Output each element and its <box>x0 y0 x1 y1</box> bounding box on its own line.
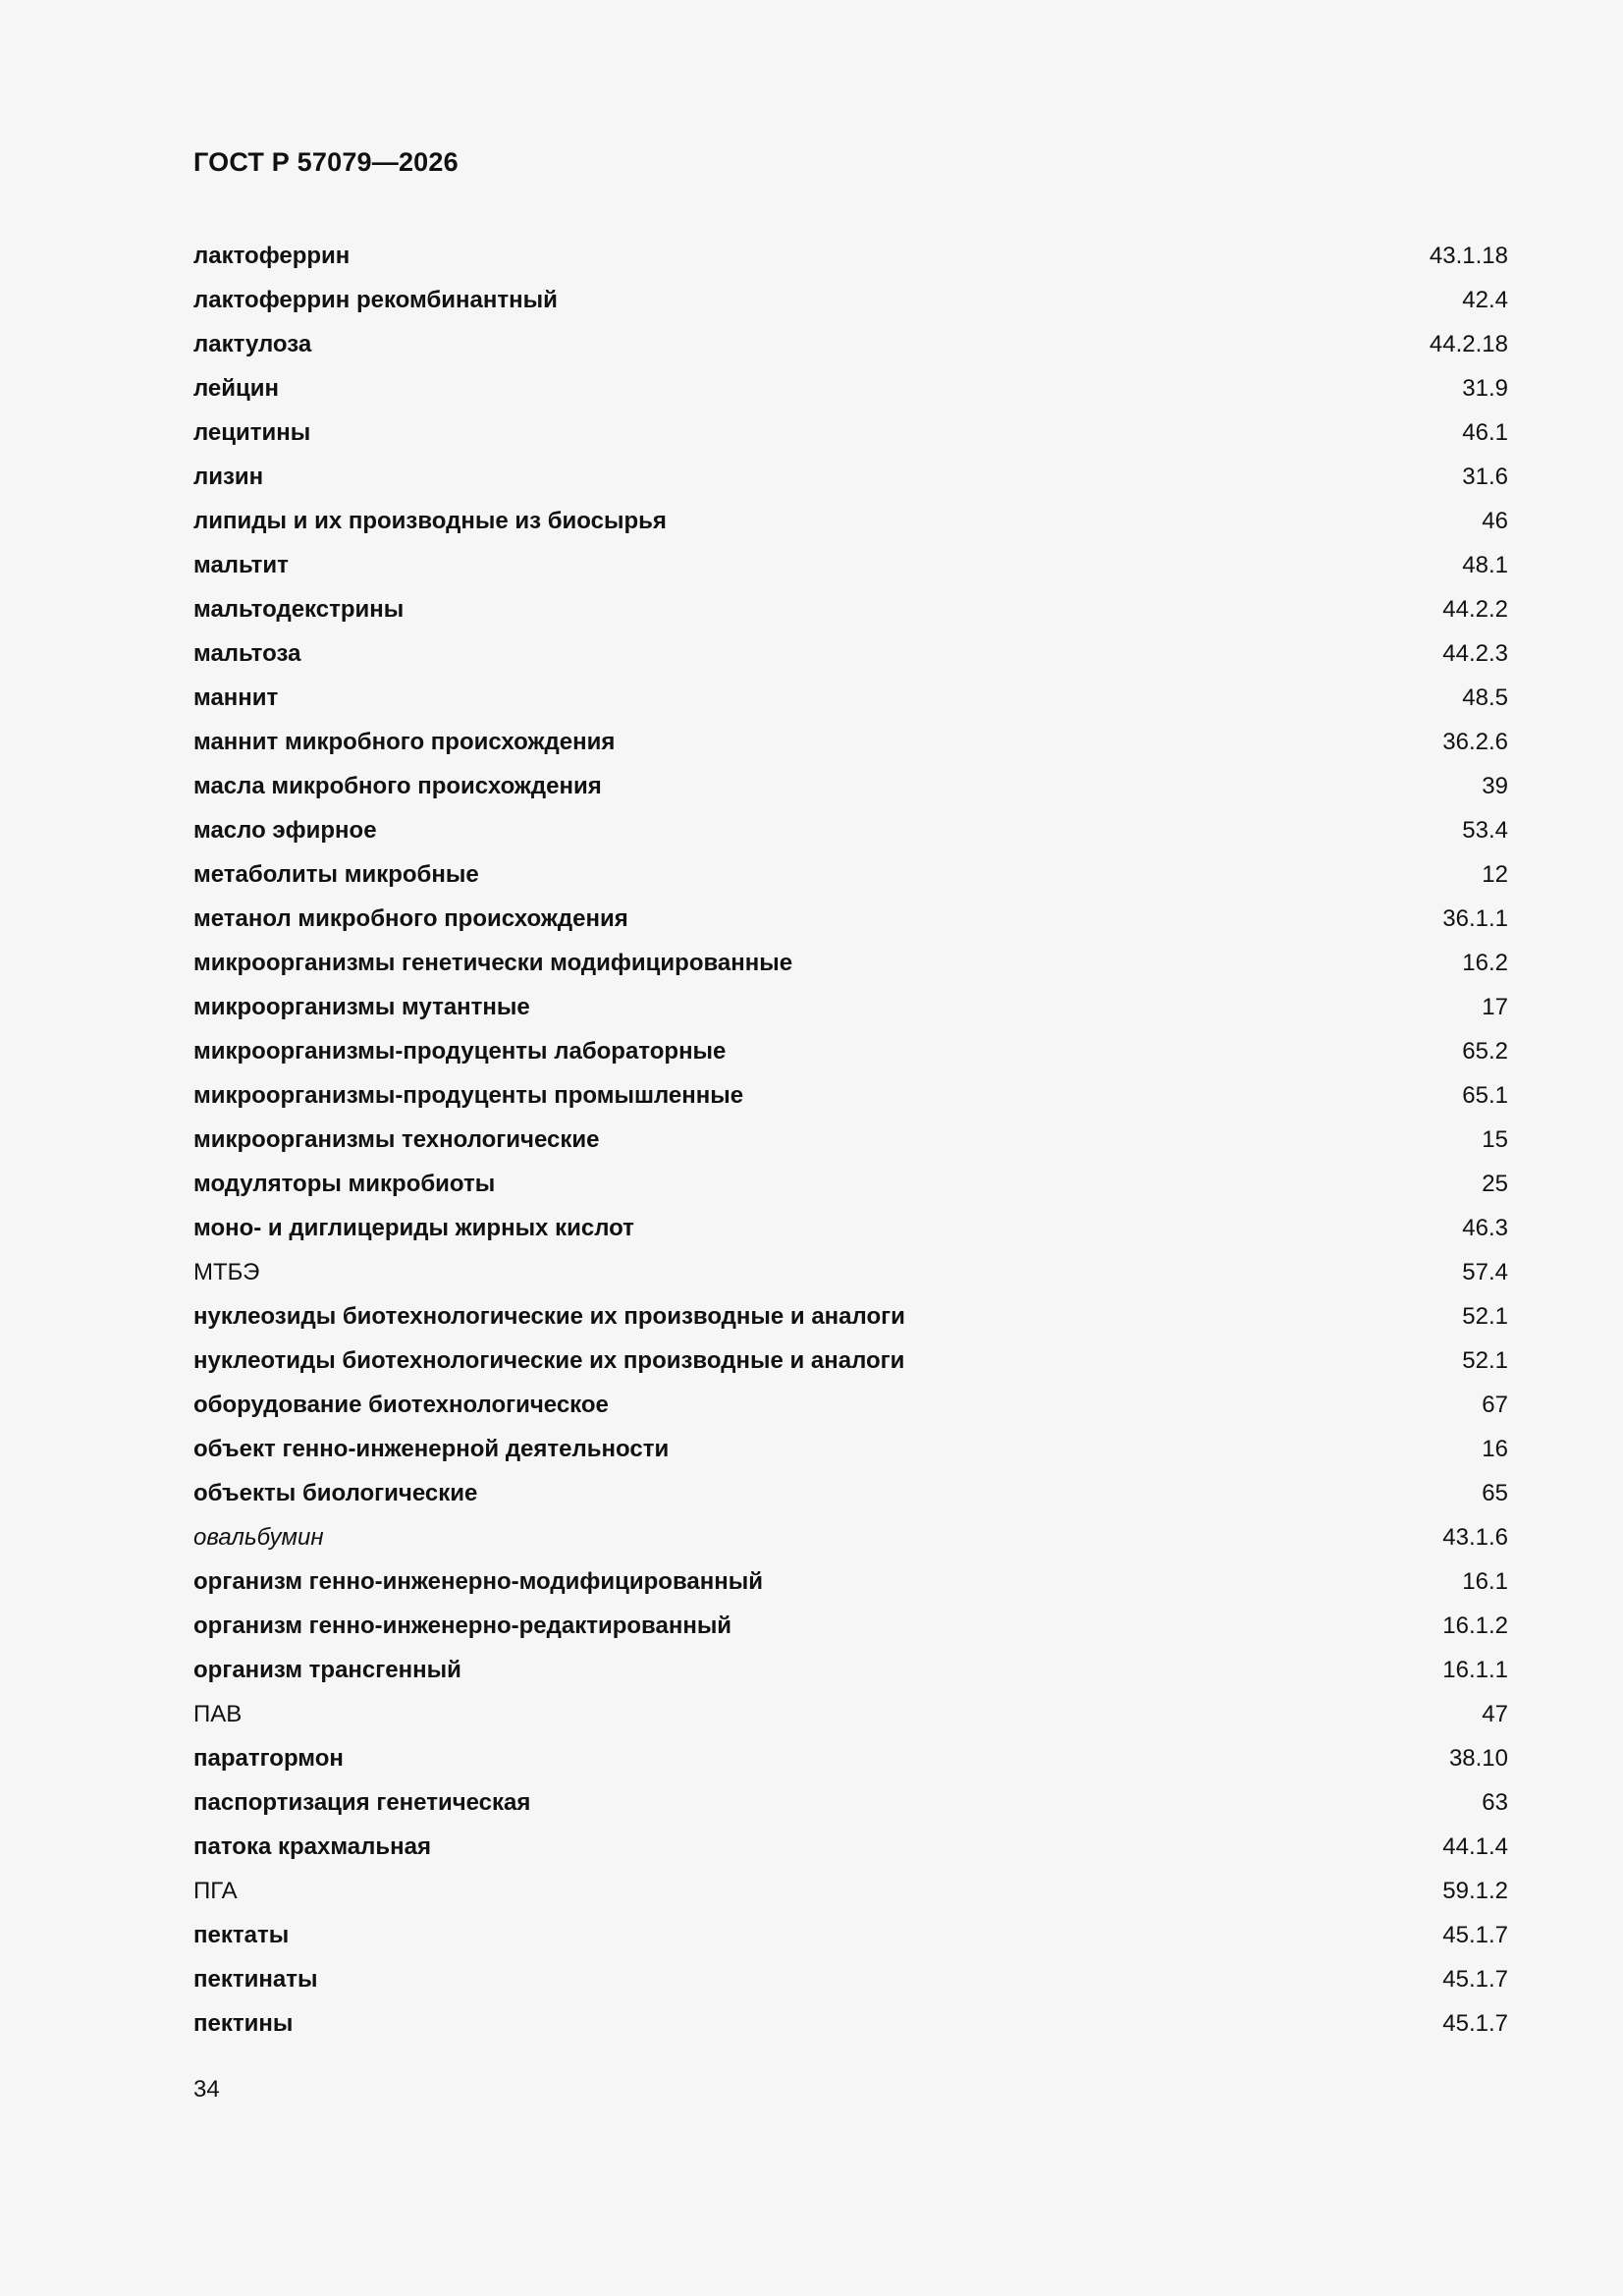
index-entry <box>193 1559 1508 1604</box>
index-entry <box>193 1073 1508 1118</box>
index-reference: 36.2.6 <box>1442 728 1508 755</box>
alphabetical-index <box>193 234 1508 2046</box>
index-entry <box>193 1118 1508 1162</box>
index-term: маннит микробного происхождения <box>193 728 616 755</box>
index-entry <box>193 1692 1508 1736</box>
index-reference: 65 <box>1482 1479 1508 1506</box>
index-term: пектины <box>193 2009 294 2037</box>
index-term: оборудование биотехнологическое <box>193 1391 609 1418</box>
index-reference: 43.1.18 <box>1429 242 1508 269</box>
index-entry <box>193 985 1508 1029</box>
index-term: мальтит <box>193 551 289 578</box>
index-reference: 44.2.3 <box>1442 639 1508 667</box>
index-reference: 48.1 <box>1462 551 1508 578</box>
index-reference: 67 <box>1482 1391 1508 1418</box>
index-term: организм трансгенный <box>193 1656 461 1683</box>
index-term: нуклеотиды биотехнологические их производные и аналоги <box>193 1346 905 1374</box>
index-reference: 63 <box>1482 1788 1508 1816</box>
index-entry <box>193 808 1508 852</box>
index-entry <box>193 1913 1508 1957</box>
index-entry <box>193 1427 1508 1471</box>
index-entry <box>193 543 1508 587</box>
page-number: 34 <box>193 2076 220 2103</box>
index-term: микроорганизмы технологические <box>193 1125 600 1153</box>
index-term: пектинаты <box>193 1965 318 1993</box>
index-reference: 46.1 <box>1462 418 1508 446</box>
index-reference: 38.10 <box>1448 1744 1508 1772</box>
index-entry <box>193 1604 1508 1648</box>
index-term: пектаты <box>193 1921 290 1948</box>
index-term: лецитины <box>193 418 311 446</box>
index-reference: 44.1.4 <box>1442 1832 1508 1860</box>
index-reference: 31.9 <box>1462 374 1508 402</box>
index-term: объекты биологические <box>193 1479 478 1506</box>
index-term: ПГА <box>193 1877 238 1904</box>
index-reference: 46 <box>1482 507 1508 534</box>
index-term: липиды и их производные из биосырья <box>193 507 667 534</box>
index-reference: 53.4 <box>1462 816 1508 844</box>
index-entry <box>193 1736 1508 1780</box>
index-term: ПАВ <box>193 1700 243 1727</box>
index-term: организм генно-инженерно-редактированный <box>193 1612 732 1639</box>
index-reference: 31.6 <box>1462 463 1508 490</box>
index-term: лактоферрин рекомбинантный <box>193 286 558 313</box>
index-reference: 59.1.2 <box>1442 1877 1508 1904</box>
index-entry <box>193 941 1508 985</box>
index-reference: 48.5 <box>1462 683 1508 711</box>
index-reference: 39 <box>1482 772 1508 799</box>
index-entry <box>193 499 1508 543</box>
index-reference: 45.1.7 <box>1442 1965 1508 1993</box>
index-term: паратгормон <box>193 1744 344 1772</box>
index-entry <box>193 322 1508 366</box>
index-entry <box>193 2001 1508 2046</box>
index-reference: 16.1.1 <box>1442 1656 1508 1683</box>
index-reference: 65.1 <box>1462 1081 1508 1109</box>
index-entry <box>193 676 1508 720</box>
index-reference: 15 <box>1482 1125 1508 1153</box>
index-term: лактоферрин <box>193 242 351 269</box>
index-term: патока крахмальная <box>193 1832 431 1860</box>
index-entry <box>193 1825 1508 1869</box>
index-term: модуляторы микробиоты <box>193 1170 496 1197</box>
index-term: мальтоза <box>193 639 301 667</box>
index-reference: 45.1.7 <box>1442 1921 1508 1948</box>
index-term: лизин <box>193 463 264 490</box>
index-entry <box>193 631 1508 676</box>
index-term: мальтодекстрины <box>193 595 405 623</box>
index-reference: 45.1.7 <box>1442 2009 1508 2037</box>
index-reference: 52.1 <box>1462 1302 1508 1330</box>
index-reference: 25 <box>1482 1170 1508 1197</box>
index-entry <box>193 234 1508 278</box>
index-term: микроорганизмы-продуценты промышленные <box>193 1081 744 1109</box>
index-entry <box>193 1294 1508 1339</box>
index-reference: 57.4 <box>1462 1258 1508 1285</box>
index-entry <box>193 1780 1508 1825</box>
index-term: паспортизация генетическая <box>193 1788 531 1816</box>
index-entry <box>193 1206 1508 1250</box>
index-reference: 47 <box>1482 1700 1508 1727</box>
index-term: лактулоза <box>193 330 312 357</box>
index-entry <box>193 764 1508 808</box>
index-reference: 16.2 <box>1462 949 1508 976</box>
index-term: моно- и диглицериды жирных кислот <box>193 1214 634 1241</box>
index-term: организм генно-инженерно-модифицированный <box>193 1567 763 1595</box>
index-entry <box>193 1383 1508 1427</box>
index-reference: 36.1.1 <box>1442 904 1508 932</box>
index-term: масла микробного происхождения <box>193 772 602 799</box>
index-entry <box>193 410 1508 455</box>
index-entry <box>193 1515 1508 1559</box>
index-reference: 44.2.2 <box>1442 595 1508 623</box>
index-reference: 46.3 <box>1462 1214 1508 1241</box>
index-term: нуклеозиды биотехнологические их производные и аналоги <box>193 1302 905 1330</box>
index-entry <box>193 1029 1508 1073</box>
index-term: метаболиты микробные <box>193 860 479 888</box>
index-entry <box>193 1471 1508 1515</box>
index-entry <box>193 1869 1508 1913</box>
index-reference: 17 <box>1482 993 1508 1020</box>
index-reference: 16 <box>1482 1435 1508 1462</box>
index-entry <box>193 1957 1508 2001</box>
index-entry <box>193 852 1508 897</box>
index-entry <box>193 366 1508 410</box>
index-entry <box>193 1162 1508 1206</box>
index-term: метанол микробного происхождения <box>193 904 628 932</box>
index-reference: 44.2.18 <box>1429 330 1508 357</box>
index-term: овальбумин <box>193 1523 324 1551</box>
document-header: ГОСТ Р 57079—2026 <box>193 147 459 177</box>
index-reference: 42.4 <box>1462 286 1508 313</box>
index-entry <box>193 455 1508 499</box>
index-entry <box>193 1648 1508 1692</box>
index-term: объект генно-инженерной деятельности <box>193 1435 670 1462</box>
index-entry <box>193 278 1508 322</box>
index-term: микроорганизмы генетически модифицированные <box>193 949 793 976</box>
index-term: микроорганизмы-продуценты лабораторные <box>193 1037 727 1065</box>
index-reference: 16.1 <box>1462 1567 1508 1595</box>
index-entry <box>193 1339 1508 1383</box>
index-reference: 43.1.6 <box>1442 1523 1508 1551</box>
index-term: маннит <box>193 683 279 711</box>
index-term: лейцин <box>193 374 280 402</box>
index-term: МТБЭ <box>193 1258 260 1285</box>
index-entry <box>193 897 1508 941</box>
index-entry <box>193 1250 1508 1294</box>
index-entry <box>193 587 1508 631</box>
index-term: микроорганизмы мутантные <box>193 993 530 1020</box>
index-reference: 12 <box>1482 860 1508 888</box>
index-reference: 52.1 <box>1462 1346 1508 1374</box>
index-reference: 16.1.2 <box>1442 1612 1508 1639</box>
index-reference: 65.2 <box>1462 1037 1508 1065</box>
index-term: масло эфирное <box>193 816 377 844</box>
index-entry <box>193 720 1508 764</box>
